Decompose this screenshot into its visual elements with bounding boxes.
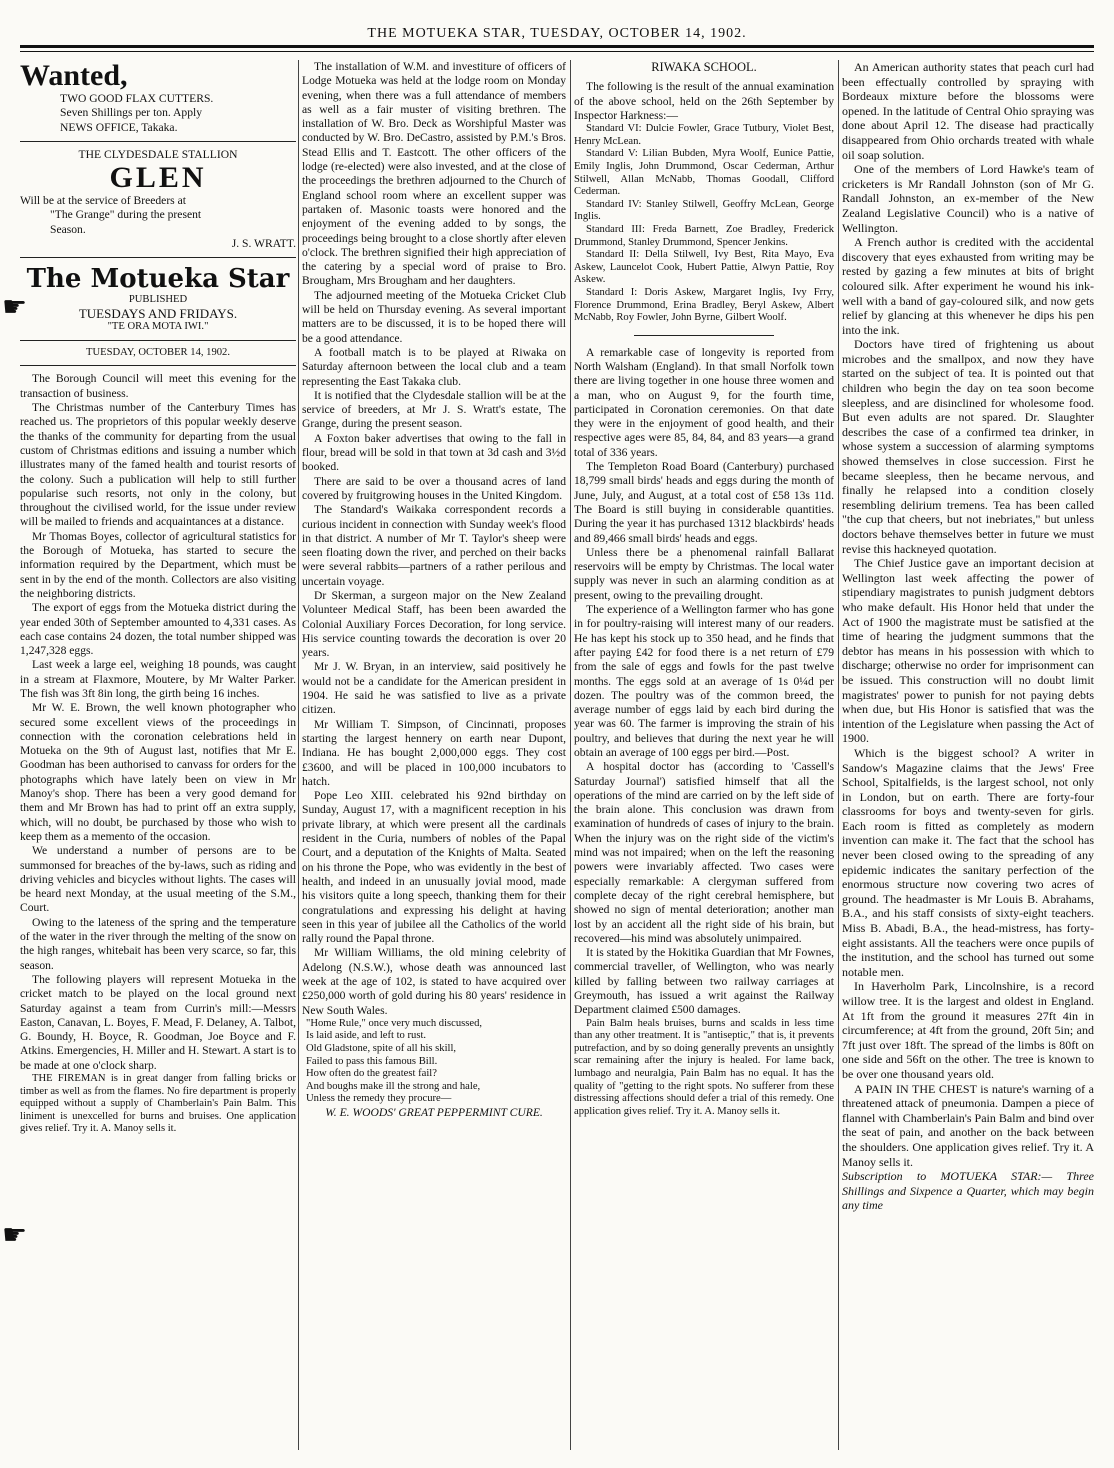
column-2 xyxy=(302,60,566,1456)
article-paragraph: Mr W. E. Brown, the well known photographer who secured some excellent views of the proceedings in connection with the coronation celebrations held in Motueka on the 9th of August last, notifies that Mr E. Goodman has been authorised to canvass for orders for the photographs which have lately been on view in Mr Manoy's shop. There has been a very good demand for them and Mr Brown has had to print off an extra supply, which, will no doubt, be purchased by those who wish to keep them as a memento of the occasion. xyxy=(20,701,296,843)
poem-line: And boughs make ill the strong and hale, xyxy=(306,1080,481,1092)
divider xyxy=(20,365,296,366)
pointing-hand-icon: ☛ xyxy=(2,1220,28,1251)
column-divider xyxy=(838,60,839,1450)
article-paragraph: The Templeton Road Board (Canterbury) purchased 18,799 small birds' heads and eggs during the month of June, July, and August, at a total cost of £58 13s 11d. The Board is still buying in considerable quantities. During the year it has purchased 1312 blackbirds' heads and 89,466 small birds' heads and eggs. xyxy=(574,460,834,545)
divider xyxy=(634,335,774,336)
paper-title: The Motueka Star xyxy=(26,264,290,295)
article-paragraph: A French author is credited with the accidental discovery that eyes exhausted from writing may be rested by gazing a few minutes at bits of bright coloured silk. After experiment he wound his ink-well with a band of gay-coloured silk, and now gets relief by glancing at this whenever he dips his pen into the ink. xyxy=(842,235,1094,337)
article-paragraph: The export of eggs from the Motueka district during the year ended 30th of September amounted to 4,331 cases. As each case contains 24 dozen, the total number shipped was 1,247,328 eggs. xyxy=(20,601,296,658)
article-paragraph: Mr Thomas Boyes, collector of agricultural statistics for the Borough of Motueka, has started to secure the information required by the Department, which must be sent in by the end of the month. Collectors are also visiting the neighboring districts. xyxy=(20,529,296,600)
article-paragraph: The adjourned meeting of the Motueka Cricket Club will be held on Thursday evening. As several important matters are to be discussed, it is to be hoped there will be a good attendance. xyxy=(302,288,566,345)
article-paragraph: A football match is to be played at Riwaka on Saturday afternoon between the local club and a team representing the East Takaka club. xyxy=(302,345,566,388)
pain-balm-ad: Pain Balm heals bruises, burns and scalds in less time than any other treatment. It is "antiseptic," that is, it prevents putrefaction, and by so doing generally prevents an unsightly scar remaining after the injury is healed. For lame back, lumbago and neuralgia, Pain Balm has no equal. It has the quality of "getting to the right spots. No sufferer from these distressing affections should defer a trial of this remedy. One application gives relief. Try it. A. Manoy sells it. xyxy=(574,1017,834,1117)
article-paragraph: Pope Leo XIII. celebrated his 92nd birthday on Sunday, August 17, with a magnificent reception in his private library, at which were present all the cardinals resident in the Curia, numbers of nobles of the Papal Court, and a deputation of the Knights of Malta. Seated on his throne the Pope, who was evidently in the best of health, and indeed in an unusually jovial mood, made his visitors quite a long speech, thanking them for their congratulations and expressing his delight at having seen in this year of jubilee all the Catholics of the world rally round the Papal throne. xyxy=(302,789,566,946)
dateline: TUESDAY, OCTOBER 14, 1902. xyxy=(85,346,231,358)
glen-line: Will be at the service of Breeders at xyxy=(20,194,186,208)
article-paragraph: The Borough Council will meet this evening for the transaction of business. xyxy=(20,372,296,400)
standard-entry: Standard III: Freda Barnett, Zoe Bradley, Frederick Drummond, Stanley Drummond, Spencer Jenkins. xyxy=(574,223,834,248)
article-paragraph: The following players will represent Motueka in the cricket match to be played on the local ground next Saturday against a team from Currin's mill:—Messrs Easton, Canavan, L. Boyes, F. Mead, F. Delaney, A. Talbot, G. Boundy, H. Boyce, R. Goodman, Joe Boyce and F. Atkins. Emergencies, H. Miller and H. Stewart. A start is to be made at one o'clock sharp. xyxy=(20,972,296,1072)
article-paragraph: Unless there be a phenomenal rainfall Ballarat reservoirs will be empty by Christmas. The local water supply was never in such an alarming condition as at present, owing to the prevailing drought. xyxy=(574,545,834,602)
column-divider xyxy=(570,60,571,1450)
article-paragraph: We understand a number of persons are to be summonsed for breaches of the by-laws, such as riding and driving vehicles and bicycles without lights. The cases will be heard next Monday, at the usual meeting of the S.M., Court. xyxy=(20,844,296,915)
glen-line: Season. xyxy=(50,222,86,236)
article-paragraph: Mr J. W. Bryan, in an interview, said positively he would not be a candidate for the American president in 1904. He said he was satisfied to live as a private citizen. xyxy=(302,660,566,717)
column-1 xyxy=(20,60,296,1456)
article-paragraph: It is notified that the Clydesdale stallion will be at the service of breeders, at Mr J. S. Wratt's estate, The Grange, during the present season. xyxy=(302,388,566,431)
glen-line: "The Grange" during the present xyxy=(50,208,202,222)
article-paragraph: One of the members of Lord Hawke's team of cricketers is Mr Randall Johnston (son of Mr G. Randall Johnston, an ex-member of the New Zealand Legislative Council) who is a native of Wellington. xyxy=(842,162,1094,235)
poem-line: "Home Rule," once very much discussed, xyxy=(306,1017,483,1029)
article-paragraph: A PAIN IN THE CHEST is nature's warning of a threatened attack of pneumonia. Dampen a piece of flannel with Chamberlain's Pain Balm and bind over the seat of pain, and another on the back between the shoulders. One application gives relief. Try it. A Manoy sells it. xyxy=(842,1081,1094,1169)
article-paragraph: A Foxton baker advertises that owing to the fall in flour, bread will be sold in that town at 3d cash and 3½d booked. xyxy=(302,431,566,474)
article-paragraph: A hospital doctor has (according to 'Cassell's Saturday Journal') satisfied himself that all the operations of the mind are carried on by the left side of the brain alone. This conclusion was drawn from examination of hundreds of cases of injury to the brain. When the injury was on the right side of the victim's mind was not impaired; when on the left the reasoning powers were invariably affected. Two cases were especially remarkable: A clergyman suffered from complete decay of the right cerebral hemisphere, but showed no sign of mental deterioration; another man lost by an accident all the right side of his brain, but recovered—his mind was absolutely unimpaired. xyxy=(574,760,834,945)
article-paragraph: Owing to the lateness of the spring and the temperature of the water in the river through the melting of the snow on the high ranges, whitebait has been very scarce, so far, this season. xyxy=(20,915,296,972)
paper-motto: "TE ORA MOTA IWI." xyxy=(107,321,209,333)
article-paragraph: Dr Skerman, a surgeon major on the New Zealand Volunteer Medical Staff, has been been awarded the Colonial Auxiliary Forces Decoration, for long service. His service counting towards the decoration is over 20 years. xyxy=(302,588,566,660)
wanted-line: Seven Shillings per ton. Apply xyxy=(60,106,203,120)
divider xyxy=(20,141,296,142)
wanted-heading: Wanted, xyxy=(20,60,128,92)
poem xyxy=(302,1018,566,1106)
article-paragraph: The installation of W.M. and investiture of officers of Lodge Motueka was held at the lodge room on Monday evening, when there was a full attendance of members as well as a fair muster of visiting brethren. The installation of W. Bro. Deck as Worshipful Master was conducted by W. Bro. DeCastro, assisted by P.M.'s Bros. Stead Ellis and T. Eastcott. The other officers of the lodge (re-elected) were also invested, and at the close of the proceedings the brethren adjourned to the Church of England school room where an excellent supper was partaken of. Masonic toasts were honored and the enjoyment of the evening added to by songs, the proceedings being brought to a close shortly after eleven o'clock. The brethren signified their high appreciation of the catering by a special word of praise to Bro. Brougham, Mrs Brougham and her daughters. xyxy=(302,60,566,288)
column-4 xyxy=(842,60,1094,1456)
poem-line: How often do the greatest fail? xyxy=(306,1068,437,1080)
column-divider xyxy=(298,60,299,1450)
section-heading: RIWAKA SCHOOL. xyxy=(651,60,757,74)
column-3 xyxy=(574,60,834,1456)
wanted-line: TWO GOOD FLAX CUTTERS. xyxy=(60,92,214,105)
standard-entry: Standard II: Della Stilwell, Ivy Best, Rita Mayo, Eva Askew, Launcelot Cook, Hubert Pattie, Alwyn Pattie, Roy Askew. xyxy=(574,249,834,286)
standards-list xyxy=(574,123,834,325)
poem-line: Old Gladstone, spite of all his skill, xyxy=(306,1043,457,1055)
divider xyxy=(20,257,296,258)
standard-entry: Standard V: Lilian Bubden, Myra Woolf, Eunice Pattie, Emily Inglis, John Drummond, Oscar Cederman, Arthur Stilwell, Allan McNabb, Thomas Goodall, Clifford Cederman. xyxy=(574,148,834,198)
poem-line: Unless the remedy they procure— xyxy=(306,1093,452,1105)
masthead: THE MOTUEKA STAR, TUESDAY, OCTOBER 14, 1902. xyxy=(367,26,747,41)
glen-signature: J. S. WRATT. xyxy=(231,237,296,251)
article-paragraph: The Christmas number of the Canterbury Times has reached us. The proprietors of this popular weekly deserve the thanks of the community for departing from the usual custom of Christmas editions and issuing a number which illustrates many of the famed health and tourist resorts of the colony. Such a publication will help to still further popularise such resorts, not only in the colony, but throughout the civilised world, for the issue under review will be mailed to friends and acquaintances at a distance. xyxy=(20,401,296,529)
article-paragraph: Last week a large eel, weighing 18 pounds, was caught in a stream at Flaxmore, Moutere, by Mr Walter Parker. The fish was 3ft 8in long, the girth being 16 inches. xyxy=(20,658,296,700)
published-label: PUBLISHED xyxy=(128,294,188,306)
article-paragraph: An American authority states that peach curl had been effectually controlled by spraying with Bordeaux mixture before the blossoms were opened. In the latitude of Central Ohio spraying was done about April 12. The disease had practically disappeared from Ohio orchards treated with whale oil soap solution. xyxy=(842,60,1094,162)
article-paragraph: The experience of a Wellington farmer who has gone in for poultry-raising will interest many of our readers. He has kept his stock up to 350 head, and he finds that after paying £42 for food there is a net return of £79 from the sale of eggs and fowls for the past twelve months. The eggs sold at an average of 1s 0¼d per dozen. The poultry was of the common breed, the average number of eggs laid by each bird during the year was 60. The farmer is improving the strain of his poultry, and believes that during the next year he will obtain an average of 100 eggs per bird.—Post. xyxy=(574,603,834,759)
glen-name: GLEN xyxy=(109,161,207,195)
article-paragraph: It is stated by the Hokitika Guardian that Mr Fownes, commercial traveller, of Wellington, who was nearly killed by falling between two railway carriages at Greymouth, has issued a writ against the Railway Department claimed £500 damages. xyxy=(574,946,834,1017)
article-paragraph: Mr William T. Simpson, of Cincinnati, proposes starting the largest hennery on earth near Dupont, Indiana. He has bought 2,000,000 eggs. They cost £3600, and will be placed in 100,000 incubators to hatch. xyxy=(302,717,566,788)
article-paragraph: Mr William Williams, the old mining celebrity of Adelong (N.S.W.), whose death was announced last week at the age of 102, is stated to have acquired over £250,000 worth of gold during his 80 years' residence in New South Wales. xyxy=(302,946,566,1017)
masthead-rule-thin xyxy=(20,51,1094,52)
publication-days: TUESDAYS AND FRIDAYS. xyxy=(78,305,238,321)
ad-signoff: W. E. WOODS' GREAT PEPPERMINT CURE. xyxy=(325,1106,543,1120)
standard-entry: Standard I: Doris Askew, Margaret Inglis, Ivy Frry, Florence Drummond, Erina Bradley, Beryl Askew, Albert McNabb, Roy Fowler, John Byrne, Gilbert Woolf. xyxy=(574,286,834,324)
article-paragraph: The Standard's Waikaka correspondent records a curious incident in connection with Sunday week's flood in that district. A number of Mr T. Taylor's sheep were seen floating down the river, and perched on their backs were several rabbits—partners of a rather perilous and uncertain voyage. xyxy=(302,503,566,588)
pointing-hand-icon: ☛ xyxy=(2,292,28,323)
standard-entry: Standard IV: Stanley Stilwell, Geoffry McLean, George Inglis. xyxy=(574,198,834,223)
fireman-ad: THE FIREMAN is in great danger from falling bricks or timber as well as from the flames. No fire department is properly equipped without a supply of Chamberlain's Pain Balm. This liniment is unexcelled for burns and bruises. One application gives relief. Try it. A. Manoy sells it. xyxy=(20,1073,296,1135)
article-paragraph: Doctors have tired of frightening us about microbes and the smallpox, and now they have started on the subject of tea. It is pointed out that children who begin the day on tea soon become sleepless, and are disinclined for wholesome food. But even adults are not spared. Dr. Slaughter describes the case of a confirmed tea drinker, in whose system a succession of alarming symptoms showed themselves in close succession. First he became sleepless, then he became nervous, and finally he relapsed into a condition closely resembling delirium tremens. Tea has been called "the cup that cheers, but not inebriates," but unless doctors behave themselves better in future we must revise this hackneyed quotation. xyxy=(842,337,1094,556)
wanted-line: NEWS OFFICE, Takaka. xyxy=(60,120,178,134)
article-paragraph: In Haverholm Park, Lincolnshire, is a record willow tree. It is the largest and oldest in England. At 1ft from the ground it measures 27ft 4in in circumference; at 4ft from the ground, 20ft 5in; and 7ft just over 18ft. The spread of the limbs is 80ft on one side and 56ft on the other. The tree is known to be over one thousand years old. xyxy=(842,979,1094,1081)
masthead-rule xyxy=(20,45,1094,48)
poem-line: Failed to pass this famous Bill. xyxy=(306,1055,438,1067)
poem-line: Is laid aside, and left to rust. xyxy=(306,1030,427,1042)
article-paragraph: There are said to be over a thousand acres of land covered by fruitgrowing houses in the United Kingdom. xyxy=(302,474,566,502)
article-paragraph: The following is the result of the annual examination of the above school, held on the 26th September by Inspector Harkness:— xyxy=(574,80,834,122)
subscription-notice: Subscription to MOTUEKA STAR:— Three Shillings and Sixpence a Quarter, which may begin any time xyxy=(842,1169,1094,1213)
divider xyxy=(20,340,296,341)
standard-entry: Standard VI: Dulcie Fowler, Grace Tutbury, Violet Best, Henry McLean. xyxy=(574,123,834,147)
article-paragraph: Which is the biggest school? A writer in Sandow's Magazine claims that the Jews' Free School, Spitalfields, is the largest school, not only in London, but on earth. There are forty-four classrooms for boys and twenty-seven for girls. Each room is fitted as completely as modern invention can make it. The fact that the school has never been closed owing to the spreading of any epidemic indicates the sanitary perfection of the enormous structure now covering two acres of ground. The headmaster is Mr Louis B. Abrahams, B.A., and his staff consists of sixty-eight teachers. Miss B. Abadi, B.A., the head-mistress, has forty-eight assistants. All the teachers were once pupils of the institution, and the school has turned out some notable men. xyxy=(842,745,1094,979)
article-paragraph: A remarkable case of longevity is reported from North Walsham (England). In that small Norfolk town there are living together in one house three women and a man, who on August 9, for the fourth time, participated in Coronation ceremonies. On that date they were in the enjoyment of good health, and their respective ages were 85, 84, 84, and 83 years—a grand total of 336 years. xyxy=(574,345,834,459)
article-paragraph: The Chief Justice gave an important decision at Wellington last week affecting the power of stipendiary magistrates to punish judgment debtors who make default. His Honor held that under the Act of 1900 the magistrate must be satisfied at the time of hearing the judgment summons that the debtor has means in his possession with which to discharge; otherwise no order for imprisonment can be issued. This construction will no doubt limit magistrates' power to punish for not paying debts when due, but His Honor is satisfied that was the intention of the Legislature when passing the Act of 1900. xyxy=(842,556,1094,746)
glen-heading: THE CLYDESDALE STALLION xyxy=(78,147,238,161)
